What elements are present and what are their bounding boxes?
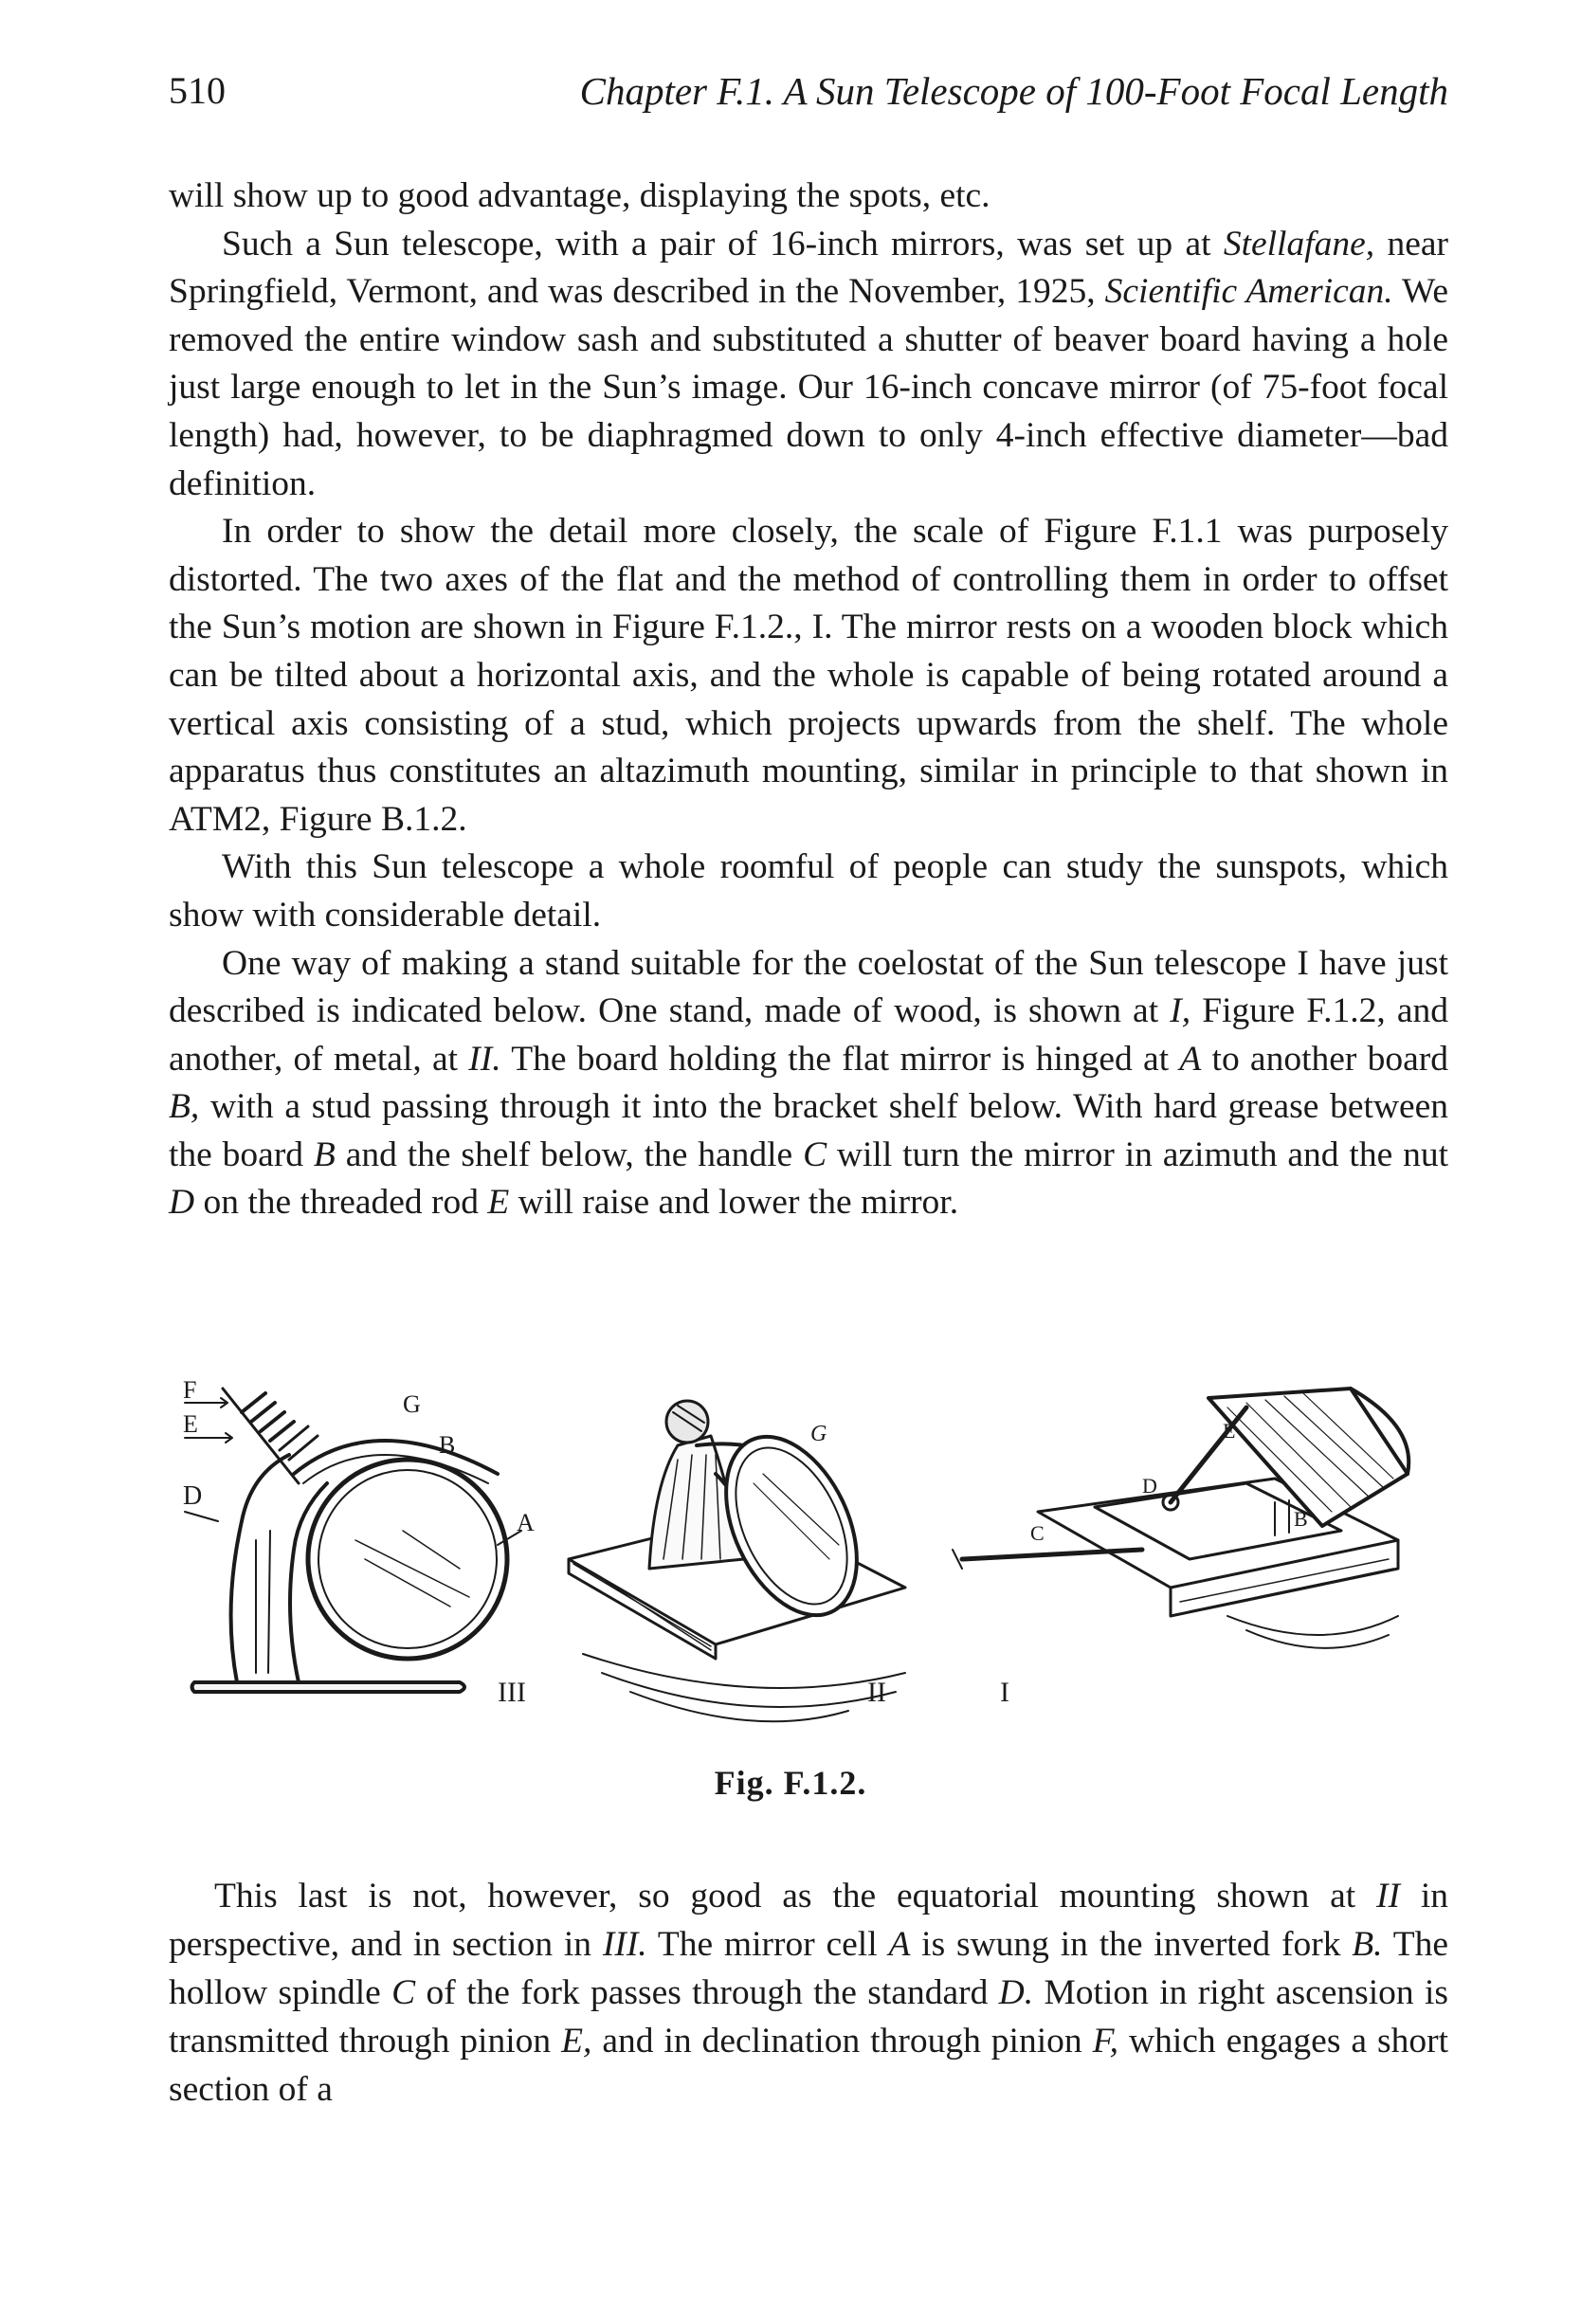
text-run: near Springfield, Vermont, and was described in the November, 1925, xyxy=(169,224,1449,312)
text-run: will turn the mirror in azimuth and the nut xyxy=(827,1135,1448,1174)
text-run: is swung in the inverted fork xyxy=(910,1925,1353,1964)
text-run: One way of making a stand suitable for the coelostat of the Sun telescope I have just described is indicated below. One stand, made of wood, is shown at xyxy=(169,943,1448,1031)
text-run: With this Sun telescope a whole roomful of people can study the sunspots, which show with considerable detail. xyxy=(169,847,1448,935)
text-run: This last is not, however, so good as the equatorial mounting shown at xyxy=(214,1877,1376,1915)
label-iii: III xyxy=(498,1677,526,1708)
text-run: In order to show the detail more closely, the scale of Figure F.1.1 was purposely distorted. The two axes of the flat and the method of controlling them in order to offset the Sun’s motion are shown in Figure F.1.2., I. The mirror rests on a wooden block which can be tilted about a horizontal axis, and the whole is capable of being rotated around a vertical axis consisting of a stud, which projects upwards from the shelf. The whole apparatus thus constitutes an altazimuth mounting, similar in principle to that shown in ATM2, Figure B.1.2. xyxy=(169,512,1448,839)
paragraph xyxy=(169,172,1448,221)
text-run: with a stud passing through it into the bracket shelf below. With hard grease between the board xyxy=(169,1087,1448,1174)
italic-run: B, xyxy=(169,1087,200,1127)
text-run: The hollow spindle xyxy=(169,1925,1448,2012)
text-run: of the fork passes through the standard xyxy=(415,1973,999,2012)
i-shelf-hatch xyxy=(1180,1559,1393,1611)
text-run: in perspective, and in section in xyxy=(169,1877,1448,1964)
label-e-i: E xyxy=(1223,1419,1236,1443)
iii-mirror-cell xyxy=(308,1460,507,1659)
text-run: We removed the entire window sash and substituted a shutter of beaver board having a hole just large enough to let in the Sun’s image. Our 16-inch concave mirror (of 75-foot focal length) had, however, to be diaphragmed down to only 4-inch effective diameter—bad definition. xyxy=(169,272,1449,503)
italic-run: II. xyxy=(468,1039,501,1079)
italic-run: E xyxy=(487,1183,510,1223)
italic-run: D. xyxy=(998,1973,1034,2012)
italic-run: E, xyxy=(561,2022,592,2061)
paragraph xyxy=(169,844,1448,939)
iii-standard-left xyxy=(231,1455,289,1682)
drawing-ii xyxy=(569,1401,905,1721)
label-i: I xyxy=(1000,1677,1009,1708)
iii-base-plate xyxy=(192,1682,465,1692)
italic-run: A xyxy=(888,1925,911,1964)
text-run: The mirror cell xyxy=(646,1925,889,1964)
italic-run: III. xyxy=(602,1925,647,1964)
italic-run: I, xyxy=(1170,991,1191,1031)
italic-run: B. xyxy=(1352,1925,1383,1964)
label-g-ii: G xyxy=(810,1422,827,1446)
body-text-upper xyxy=(169,172,1448,1227)
page-header xyxy=(169,68,1448,125)
text-run: on the threaded rod xyxy=(194,1183,488,1223)
label-ii: II xyxy=(867,1677,886,1708)
italic-run: B xyxy=(313,1135,336,1174)
text-run: to another board xyxy=(1201,1039,1448,1079)
page-number: 510 xyxy=(169,69,226,112)
italic-run: A xyxy=(1179,1039,1202,1079)
paragraph xyxy=(169,1872,1448,2114)
italic-run: D xyxy=(169,1183,195,1223)
label-e-iii: E xyxy=(183,1410,198,1438)
body-text-lower xyxy=(169,1872,1448,2114)
iii-arrow-d xyxy=(185,1512,218,1521)
figure-drawing xyxy=(185,1370,1436,1768)
i-hinge xyxy=(1275,1500,1289,1535)
figure-caption: Fig. F.1.2. xyxy=(714,1764,867,1802)
figure-f-1-2 xyxy=(185,1370,1436,1768)
text-run: The board holding the flat mirror is hinged at xyxy=(500,1039,1180,1079)
i-ground xyxy=(1227,1616,1398,1648)
paragraph xyxy=(169,508,1448,844)
label-c-i: C xyxy=(1030,1521,1045,1545)
iii-gear-teeth xyxy=(242,1393,294,1441)
i-shelf-edge xyxy=(1171,1540,1398,1616)
iii-mirror-hatch xyxy=(355,1531,469,1607)
text-run: and the shelf below, the handle xyxy=(335,1135,804,1174)
iii-gear-teeth2 xyxy=(280,1426,318,1460)
iii-mirror-cell-inner xyxy=(318,1470,497,1648)
text-run: Such a Sun telescope, with a pair of 16-inch mirrors, was set up at xyxy=(222,224,1224,263)
iii-spindle xyxy=(223,1389,299,1483)
label-b-i: B xyxy=(1294,1507,1308,1531)
label-g-iii: G xyxy=(403,1390,421,1418)
italic-run: C xyxy=(803,1135,827,1174)
italic-run: C xyxy=(391,1973,416,2012)
text-run: and in declination through pinion xyxy=(591,2022,1093,2061)
paragraph xyxy=(169,940,1448,1228)
label-d-iii: D xyxy=(183,1481,203,1511)
text-run: which engages a short section of a xyxy=(169,2022,1448,2109)
running-title: Chapter F.1. A Sun Telescope of 100-Foot Focal Length xyxy=(579,69,1448,113)
text-run: will raise and lower the mirror. xyxy=(509,1183,959,1223)
iii-standard-line2 xyxy=(268,1531,270,1673)
text-run: will show up to good advantage, displaying the spots, etc. xyxy=(169,176,990,215)
drawing-iii xyxy=(183,1376,535,1708)
text-run: Figure F.1.2, and another, of metal, at xyxy=(169,991,1448,1079)
italic-run: Scientific American. xyxy=(1104,272,1393,312)
label-a-iii: A xyxy=(517,1509,535,1536)
label-b-iii: B xyxy=(439,1431,456,1459)
paragraph xyxy=(169,221,1448,509)
ii-base-hatch xyxy=(573,1564,711,1650)
text-run: Motion in right ascension is transmitted through pinion xyxy=(169,1973,1448,2061)
label-d-i: D xyxy=(1142,1474,1157,1498)
italic-run: II xyxy=(1376,1877,1400,1915)
drawing-i xyxy=(953,1389,1408,1708)
ii-ground-strokes xyxy=(583,1654,905,1721)
label-f: F xyxy=(183,1376,197,1404)
italic-run: F, xyxy=(1092,2022,1119,2061)
italic-run: Stellafane, xyxy=(1223,224,1375,263)
